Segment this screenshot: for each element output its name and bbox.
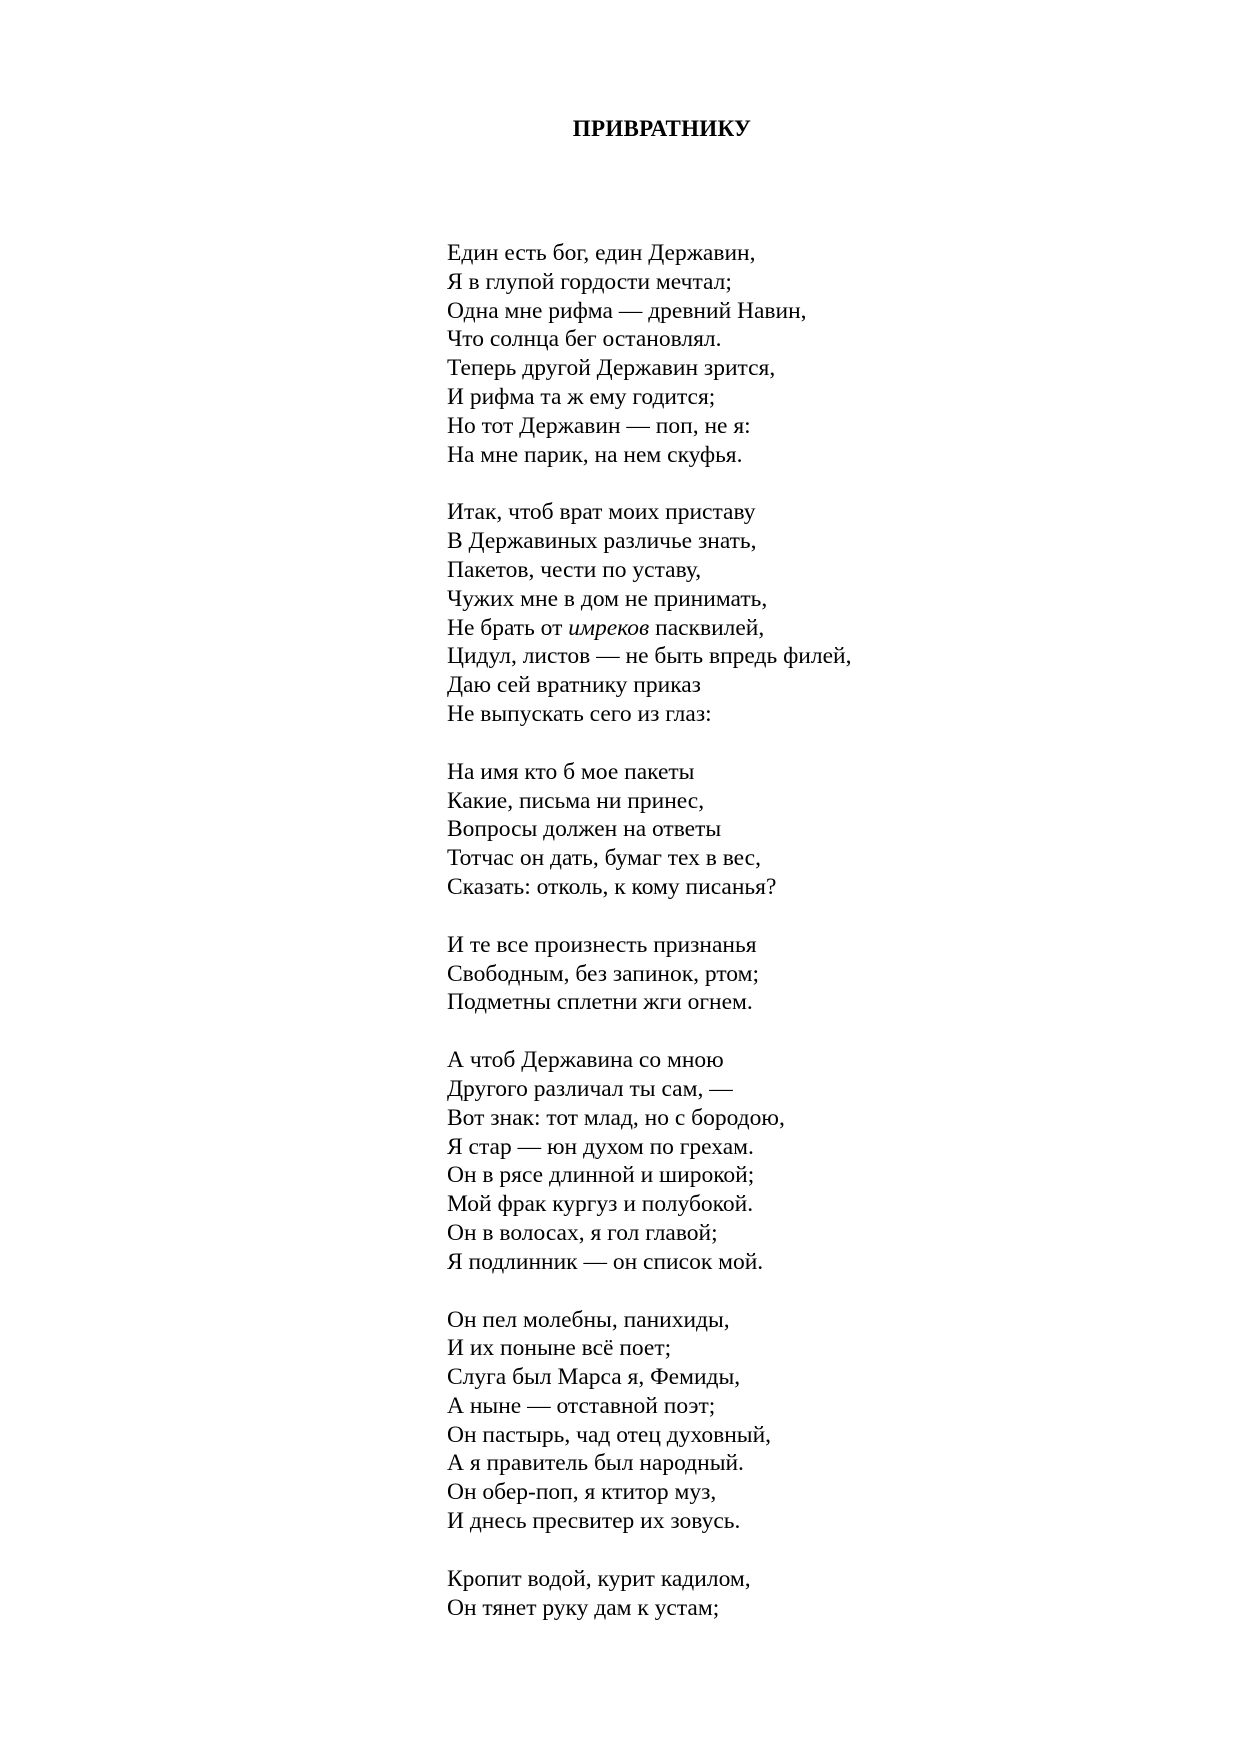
poem-line: Он тянет руку дам к устам; bbox=[447, 1594, 720, 1621]
poem-line: Он в рясе длинной и широкой; bbox=[447, 1162, 755, 1189]
stanza bbox=[447, 498, 1207, 728]
poem-line: Вопросы должен на ответы bbox=[447, 816, 722, 843]
poem-line: И днесь пресвитер их зовусь. bbox=[447, 1508, 741, 1535]
poem-line: На имя кто б мое пакеты bbox=[447, 758, 695, 785]
poem-line: Он пастырь, чад отец духовный, bbox=[447, 1421, 772, 1448]
stanza bbox=[447, 1565, 1207, 1623]
poem-line: Чужих мне в дом не принимать, bbox=[447, 585, 768, 612]
poem-line: А ныне — отставной поэт; bbox=[447, 1392, 716, 1419]
poem-line: И их поныне всё поет; bbox=[447, 1335, 672, 1362]
poem-line: В Державиных различье знать, bbox=[447, 528, 757, 555]
poem-line: Какие, письма ни принес, bbox=[447, 787, 705, 814]
poem-line: Но тот Державин — поп, не я: bbox=[447, 412, 751, 439]
poem-line: Он пел молебны, панихиды, bbox=[447, 1306, 730, 1333]
poem-line: Тотчас он дать, бумаг тех в вес, bbox=[447, 845, 761, 872]
poem-line: И рифма та ж ему годится; bbox=[447, 383, 716, 410]
poem-line: И те все произнесть признанья bbox=[447, 931, 757, 958]
poem-line: Одна мне рифма — древний Навин, bbox=[447, 297, 807, 324]
poem-line: Теперь другой Державин зрится, bbox=[447, 355, 776, 382]
poem-line: Цидул, листов — не быть впредь филей, bbox=[447, 643, 852, 670]
poem-line: На мне парик, на нем скуфья. bbox=[447, 441, 743, 468]
poem-line-segment: Не брать от bbox=[447, 614, 569, 641]
italic-word: имреков bbox=[568, 614, 650, 641]
poem-line: Я стар — юн духом по грехам. bbox=[447, 1133, 754, 1160]
poem-line: Един есть бог, един Державин, bbox=[447, 240, 756, 266]
poem-title: ПРИВРАТНИКУ bbox=[572, 116, 752, 141]
poem-line: А чтоб Державина со мною bbox=[447, 1047, 724, 1074]
poem-line: Даю сей вратнику приказ bbox=[447, 672, 701, 699]
poem-line: Свободным, без запинок, ртом; bbox=[447, 960, 760, 987]
poem-line: Подметны сплетни жги огнем. bbox=[447, 989, 753, 1016]
stanza bbox=[447, 1046, 1207, 1276]
poem-line: Что солнца бег остановлял. bbox=[447, 326, 722, 353]
poem-line: Пакетов, чести по уставу, bbox=[447, 556, 702, 583]
poem-line: Я в глупой гордости мечтал; bbox=[447, 268, 732, 295]
poem-line: А я правитель был народный. bbox=[447, 1450, 744, 1477]
stanza bbox=[447, 758, 1207, 902]
poem-line: Кропит водой, курит кадилом, bbox=[447, 1565, 751, 1592]
poem-line: Итак, чтоб врат моих приставу bbox=[447, 499, 756, 526]
poem-line: Слуга был Марса я, Фемиды, bbox=[447, 1364, 741, 1391]
poem-line: Вот знак: тот млад, но с бородою, bbox=[447, 1104, 785, 1131]
poem-line: Я подлинник — он список мой. bbox=[447, 1248, 764, 1275]
poem-line bbox=[447, 614, 1207, 643]
stanza bbox=[447, 1306, 1207, 1536]
poem-line: Он обер-поп, я ктитор муз, bbox=[447, 1479, 717, 1506]
poem-line-segment: пасквилей, bbox=[649, 614, 765, 641]
poem-line: Не выпускать сего из глаз: bbox=[447, 700, 712, 727]
stanza bbox=[447, 931, 1207, 1017]
poem-line: Сказать: отколь, к кому писанья? bbox=[447, 873, 777, 900]
poem-line: Он в волосах, я гол главой; bbox=[447, 1219, 718, 1246]
stanza bbox=[447, 239, 1207, 469]
poem-line: Мой фрак кургуз и полубокой. bbox=[447, 1191, 754, 1218]
poem-body bbox=[447, 239, 1207, 1651]
poem-line: Другого различал ты сам, — bbox=[447, 1075, 733, 1102]
